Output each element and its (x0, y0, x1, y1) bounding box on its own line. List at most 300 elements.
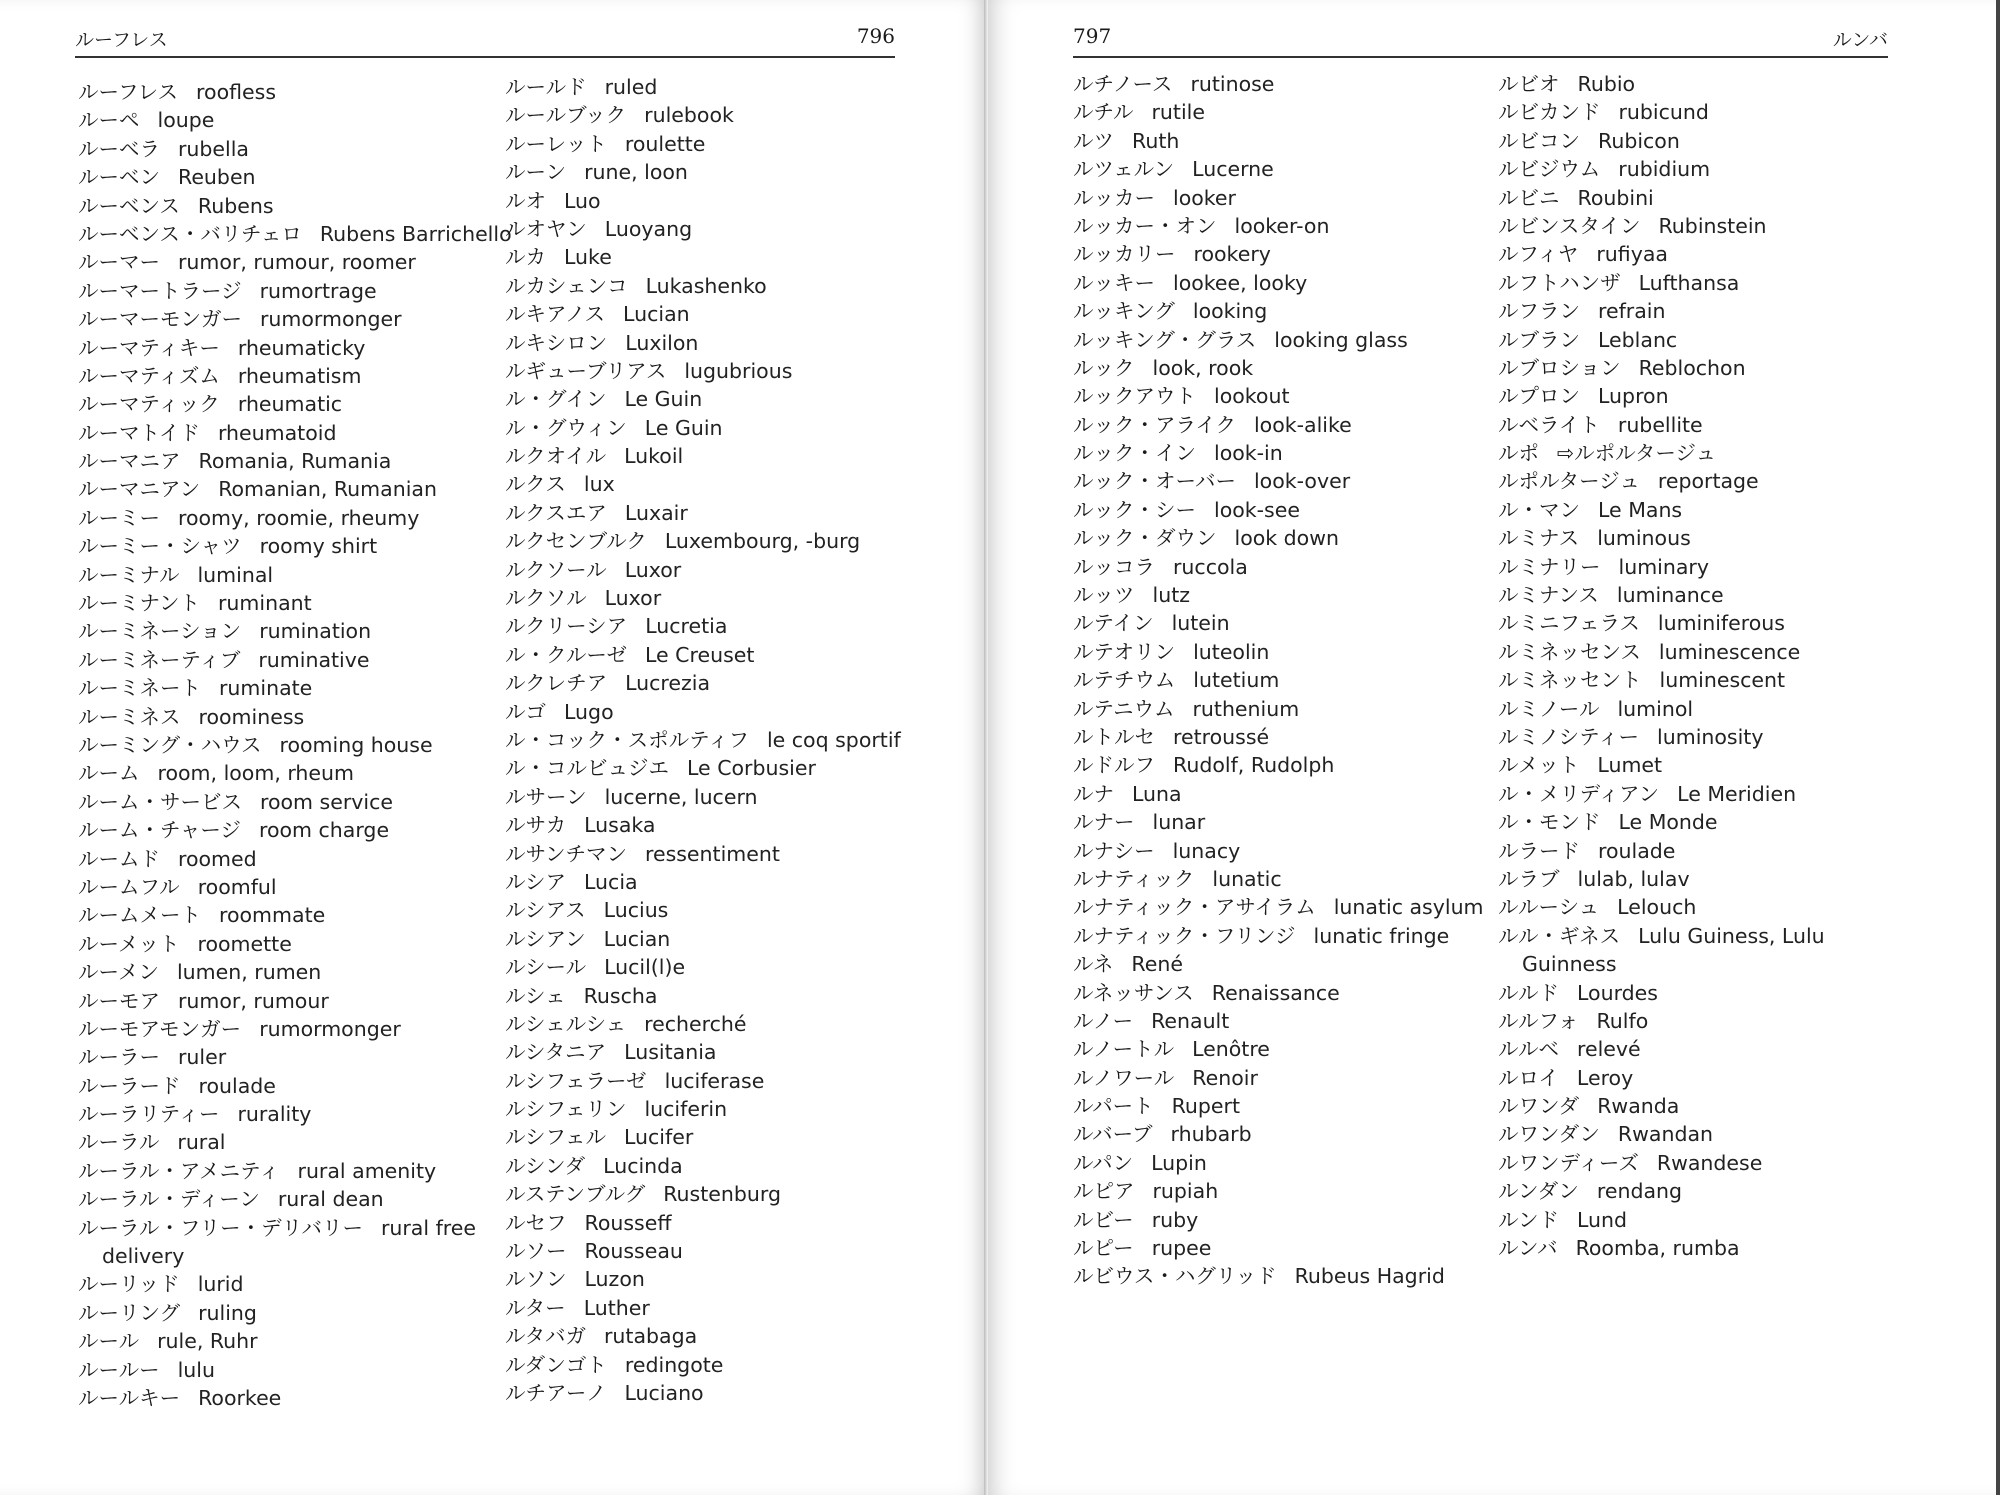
dictionary-entry (1498, 1035, 1938, 1063)
dictionary-entry (1073, 70, 1483, 98)
dictionary-entry (505, 1095, 905, 1123)
entry-headword: ルギューブリアス (505, 358, 667, 383)
dictionary-entry (78, 1214, 478, 1271)
dictionary-entry (505, 1038, 905, 1066)
dictionary-entry (1498, 1149, 1938, 1177)
entry-headword: ルッコラ (1073, 554, 1155, 579)
dictionary-entry (1498, 524, 1938, 552)
entry-gloss: Luciano (624, 1380, 704, 1405)
dictionary-entry (1498, 467, 1938, 495)
entry-gloss: Lourdes (1577, 980, 1658, 1005)
dictionary-entry (505, 300, 905, 328)
entry-gloss: lulab, lulav (1577, 866, 1690, 891)
entry-headword: ルーマニア (78, 449, 181, 474)
entry-headword: ルーリング (78, 1300, 181, 1325)
entry-gloss: redingote (624, 1352, 724, 1377)
entry-gloss: rumination (259, 619, 372, 644)
entry-headword: ルオ (505, 188, 546, 213)
dictionary-entry (1498, 184, 1938, 212)
dictionary-entry (1073, 297, 1483, 325)
entry-gloss: ruminant (217, 591, 312, 616)
entry-headword: ルツ (1073, 128, 1114, 153)
entry-headword: ルーミナント (78, 591, 200, 616)
entry-headword: ルピー (1073, 1236, 1134, 1261)
entry-gloss: Lucian (623, 302, 690, 327)
entry-gloss: rumormonger (259, 1016, 401, 1041)
dictionary-entry (78, 589, 478, 617)
dictionary-entry (505, 1294, 905, 1322)
entry-headword: ルキアノス (505, 302, 606, 327)
entry-gloss: roulette (624, 131, 706, 156)
entry-gloss: retroussé (1173, 724, 1270, 749)
entry-gloss: looker (1173, 185, 1236, 210)
entry-gloss: recherché (644, 1011, 747, 1036)
entry-gloss: looking (1192, 299, 1268, 324)
dictionary-entry (78, 1270, 478, 1298)
entry-headword: ルールー (78, 1357, 160, 1382)
entry-gloss: rumor, rumour, roomer (178, 250, 416, 275)
entry-gloss: lutz (1152, 583, 1190, 608)
entry-gloss: Luxor (604, 586, 662, 611)
entry-headword: ルーベラ (78, 136, 160, 161)
entry-gloss: relevé (1577, 1037, 1641, 1062)
entry-gloss: Lukoil (624, 444, 684, 469)
dictionary-entry (1498, 411, 1938, 439)
running-head: ルーフレス (75, 29, 168, 51)
dictionary-entry (1073, 979, 1483, 1007)
dictionary-entry (1498, 1206, 1938, 1234)
entry-gloss: Renaissance (1211, 980, 1340, 1005)
entry-headword: ルーラル・ディーン (78, 1187, 260, 1212)
entry-headword: ルック・アライク (1073, 412, 1236, 437)
entry-headword: ルシンダ (505, 1153, 586, 1178)
dictionary-entry (78, 532, 478, 560)
dictionary-entry (1498, 808, 1938, 836)
entry-headword: ルーリッド (78, 1272, 180, 1297)
entry-gloss: Rulfo (1596, 1008, 1649, 1033)
entry-headword: ルッキー (1073, 270, 1155, 295)
entry-headword: ル・マン (1498, 497, 1580, 522)
entry-gloss: ruled (604, 75, 658, 99)
dictionary-entry (1498, 666, 1938, 694)
entry-headword: ルブロション (1498, 355, 1621, 380)
entry-headword: ルンバ (1498, 1236, 1558, 1261)
dictionary-entry (1498, 581, 1938, 609)
dictionary-entry (78, 163, 478, 191)
left-page (0, 0, 988, 1495)
entry-headword: ルーン (505, 160, 567, 185)
entry-gloss: look, rook (1152, 355, 1254, 380)
entry-headword: ルーマートラージ (78, 278, 242, 303)
dictionary-entry (505, 158, 905, 186)
entry-headword: ルクス (505, 472, 566, 497)
dictionary-entry (78, 1384, 478, 1412)
entry-gloss: luminosity (1657, 724, 1764, 749)
dictionary-entry (1498, 638, 1938, 666)
dictionary-entry (505, 385, 905, 413)
entry-gloss: Luxilon (625, 330, 699, 355)
entry-headword: ルッキング (1073, 299, 1175, 324)
entry-gloss: ruccola (1173, 554, 1248, 579)
left-page-header (75, 24, 895, 58)
entry-gloss: Luxair (624, 500, 688, 525)
entry-gloss: Roorkee (198, 1385, 282, 1410)
dictionary-entry (78, 759, 478, 787)
dictionary-entry (78, 561, 478, 589)
dictionary-entry (505, 130, 905, 158)
entry-gloss: Lenôtre (1192, 1037, 1270, 1062)
dictionary-entry (505, 726, 905, 754)
entry-gloss: roulade (198, 1073, 276, 1098)
entry-headword: ルシフェリン (505, 1097, 627, 1122)
entry-gloss: roomful (197, 874, 277, 899)
entry-gloss: Rupert (1171, 1094, 1240, 1119)
entry-gloss: Rwandan (1617, 1122, 1714, 1147)
entry-gloss: lookee, looky (1173, 270, 1308, 295)
dictionary-entry (78, 1157, 478, 1185)
dictionary-entry (505, 101, 905, 129)
entry-gloss: Leblanc (1598, 327, 1678, 352)
dictionary-entry (1073, 808, 1483, 836)
entry-headword: ル・グウィン (505, 415, 627, 440)
entry-gloss: ruminate (219, 676, 313, 701)
dictionary-entry (1073, 155, 1483, 183)
dictionary-entry (78, 674, 478, 702)
entry-gloss: Lucil(l)e (604, 955, 686, 980)
entry-headword: ルームド (78, 846, 160, 871)
entry-headword: ルクセンブルク (505, 529, 647, 554)
entry-headword: ルミネッセント (1498, 668, 1642, 693)
dictionary-entry (1073, 1177, 1483, 1205)
entry-headword: ルック (1073, 355, 1135, 380)
dictionary-entry (78, 106, 478, 134)
entry-gloss: Lugo (564, 699, 614, 724)
entry-gloss: Ruth (1132, 128, 1180, 153)
entry-gloss: Lupron (1598, 384, 1669, 409)
entry-gloss: Luna (1132, 781, 1182, 806)
dictionary-entry (505, 357, 905, 385)
entry-headword: ルテチウム (1073, 668, 1176, 693)
entry-headword: ルーミネーション (78, 619, 242, 644)
dictionary-entry (78, 419, 478, 447)
right-page-header (1073, 24, 1888, 58)
dictionary-entry (78, 1128, 478, 1156)
entry-headword: ルナティック・フリンジ (1073, 923, 1296, 948)
entry-gloss: Renoir (1192, 1065, 1258, 1090)
dictionary-entry (1498, 70, 1938, 98)
entry-headword: ルンド (1498, 1207, 1559, 1232)
entry-gloss: rubellite (1617, 412, 1703, 437)
entry-headword: ルナシー (1073, 838, 1155, 863)
entry-gloss: lulu (177, 1357, 215, 1382)
dictionary-entry (1498, 1064, 1938, 1092)
entry-headword: ルドルフ (1073, 753, 1155, 778)
entry-gloss: luminescence (1658, 639, 1801, 664)
dictionary-entry (505, 215, 905, 243)
dictionary-entry (1073, 411, 1483, 439)
entry-gloss: refrain (1598, 299, 1666, 324)
entry-gloss: Lucrezia (625, 671, 711, 696)
entry-headword: ルック・オーバー (1073, 469, 1236, 494)
entry-gloss: rupiah (1152, 1179, 1219, 1204)
dictionary-entry (505, 1351, 905, 1379)
dictionary-entry (1073, 127, 1483, 155)
dictionary-entry (78, 731, 478, 759)
entry-headword: ルビンスタイン (1498, 213, 1641, 238)
entry-headword: ルサンチマン (505, 841, 627, 866)
entry-gloss: Rubeus Hagrid (1294, 1264, 1445, 1289)
dictionary-entry (1073, 1262, 1483, 1290)
entry-headword: ルテイン (1073, 611, 1154, 636)
entry-gloss: ruthenium (1192, 696, 1300, 721)
entry-headword: ルミノール (1498, 696, 1600, 721)
entry-gloss: Le Mans (1598, 497, 1683, 522)
dictionary-entry (1073, 751, 1483, 779)
entry-headword: ルールブック (505, 103, 627, 128)
entry-headword: ルーフレス (78, 80, 179, 104)
dictionary-entry (78, 390, 478, 418)
dictionary-entry (78, 845, 478, 873)
entry-gloss: rural free (380, 1215, 476, 1240)
dictionary-entry (1498, 695, 1938, 723)
entry-headword: ルソン (505, 1267, 567, 1292)
dictionary-entry (505, 868, 905, 896)
dictionary-entry (1073, 1035, 1483, 1063)
entry-headword: ルシェルシェ (505, 1011, 627, 1036)
entry-gloss: rumormonger (260, 307, 402, 332)
dictionary-entry (1073, 893, 1483, 921)
dictionary-entry (78, 362, 478, 390)
entry-headword: ルツェルン (1073, 157, 1175, 182)
entry-gloss: Romania, Rumania (198, 449, 392, 474)
dictionary-entry (1073, 1234, 1483, 1262)
entry-gloss: Roubini (1577, 185, 1654, 210)
entry-gloss: look down (1234, 526, 1339, 551)
entry-gloss: rubella (178, 136, 249, 161)
entry-headword: ル・モンド (1498, 810, 1601, 835)
dictionary-entry (1498, 212, 1938, 240)
dictionary-entry (1498, 780, 1938, 808)
entry-gloss: Le Meridien (1677, 781, 1797, 806)
dictionary-entry (505, 1237, 905, 1265)
dictionary-entry (78, 504, 478, 532)
entry-gloss: room charge (258, 818, 390, 843)
entry-headword: ルック・イン (1073, 441, 1196, 466)
entry-headword: ルル・ギネス (1498, 923, 1621, 948)
dictionary-entry (1073, 382, 1483, 410)
entry-gloss: rutinose (1190, 72, 1275, 96)
entry-headword: ルラード (1498, 838, 1580, 863)
dictionary-entry (1073, 439, 1483, 467)
entry-gloss: Luke (564, 245, 612, 270)
entry-headword: ルールキー (78, 1385, 181, 1410)
entry-gloss: rupee (1151, 1236, 1212, 1261)
entry-headword: ルワンディーズ (1498, 1150, 1639, 1175)
entry-headword: ルーベン (78, 165, 160, 190)
entry-gloss: Rubinstein (1658, 213, 1767, 238)
entry-headword: ルビコン (1498, 128, 1580, 153)
dictionary-entry (505, 1180, 905, 1208)
entry-headword: ルノートル (1073, 1037, 1175, 1062)
entry-headword: ルーベンス・バリチェロ (78, 221, 302, 246)
entry-gloss: Lusaka (584, 813, 656, 838)
entry-headword: ルーミー (78, 505, 160, 530)
dictionary-entry (505, 925, 905, 953)
entry-headword: ルソー (505, 1239, 567, 1264)
entry-headword: ルパン (1073, 1150, 1134, 1175)
entry-headword: ルーマー (78, 250, 160, 275)
entry-gloss-continuation: delivery (102, 1244, 185, 1269)
entry-headword: ルミニフェラス (1498, 611, 1640, 636)
dictionary-entry (505, 811, 905, 839)
entry-gloss: Lelouch (1617, 895, 1697, 920)
dictionary-entry (1498, 496, 1938, 524)
entry-gloss: Luoyang (604, 216, 693, 241)
entry-headword: ルビジウム (1498, 157, 1601, 182)
page-number: 797 (1073, 24, 1112, 48)
entry-gloss: luteolin (1193, 639, 1270, 664)
entry-headword: ルクスエア (505, 500, 607, 525)
entry-headword: ルゴ (505, 699, 546, 724)
entry-gloss: lunar (1152, 810, 1206, 835)
entry-gloss: roulade (1598, 838, 1676, 863)
dictionary-entry (1073, 212, 1483, 240)
entry-headword: ルナー (1073, 810, 1135, 835)
entry-gloss: rendang (1596, 1179, 1683, 1204)
entry-gloss: le coq sportif (766, 727, 901, 752)
dictionary-entry (1498, 837, 1938, 865)
dictionary-entry (1498, 751, 1938, 779)
entry-gloss: rhubarb (1170, 1122, 1252, 1147)
entry-headword: ルメット (1498, 753, 1580, 778)
entry-gloss: lunacy (1172, 838, 1241, 863)
entry-gloss: loupe (157, 108, 215, 133)
entry-gloss: Rustenburg (663, 1182, 781, 1207)
entry-headword: ルームメート (78, 903, 201, 928)
entry-column (505, 73, 905, 1407)
entry-gloss: Lufthansa (1638, 270, 1740, 295)
entry-headword: ルテニウム (1073, 696, 1175, 721)
entry-headword: ルーミネス (78, 704, 181, 729)
entry-gloss: luminescent (1659, 668, 1786, 693)
right-page (988, 0, 2000, 1495)
dictionary-entry (505, 272, 905, 300)
dictionary-entry (78, 248, 478, 276)
entry-headword: ルーミネーティブ (78, 647, 241, 672)
entry-headword: ルクソール (505, 557, 607, 582)
dictionary-entry (1498, 979, 1938, 1007)
entry-headword: ル・クルーゼ (505, 642, 627, 667)
entry-gloss: Lupin (1151, 1150, 1207, 1175)
dictionary-entry (78, 192, 478, 220)
dictionary-entry (1073, 695, 1483, 723)
entry-headword: ルラブ (1498, 866, 1560, 891)
entry-gloss: Lucifer (623, 1125, 694, 1150)
dictionary-entry (78, 334, 478, 362)
entry-headword: ルーマティキー (78, 335, 220, 360)
entry-column (78, 78, 512, 1412)
dictionary-entry (1498, 723, 1938, 751)
dictionary-entry (78, 987, 478, 1015)
dictionary-entry (1073, 184, 1483, 212)
entry-gloss: looking glass (1274, 327, 1408, 352)
dictionary-entry (1498, 1177, 1938, 1205)
dictionary-entry (505, 329, 905, 357)
entry-gloss: lumen, rumen (176, 960, 322, 985)
entry-gloss: look-in (1214, 441, 1283, 466)
dictionary-entry (505, 982, 905, 1010)
entry-gloss: rurality (237, 1102, 312, 1127)
dictionary-entry (1498, 922, 1938, 979)
entry-headword: ルポ (1498, 441, 1539, 466)
entry-headword: ルター (505, 1295, 566, 1320)
dictionary-entry (78, 305, 478, 333)
entry-headword: ルネ (1073, 952, 1114, 977)
entry-gloss: Lulu Guiness, Lulu (1638, 923, 1825, 948)
entry-headword: ルネッサンス (1073, 980, 1194, 1005)
entry-gloss: rutabaga (603, 1324, 698, 1349)
dictionary-entry (1073, 837, 1483, 865)
entry-gloss: roomy shirt (259, 534, 378, 559)
dictionary-entry (1073, 1007, 1483, 1035)
dictionary-entry (1073, 780, 1483, 808)
entry-gloss: ressentiment (644, 841, 780, 866)
entry-headword: ルッツ (1073, 583, 1135, 608)
entry-headword: ルール (78, 1329, 140, 1354)
entry-gloss: Lucius (603, 898, 669, 923)
entry-headword: ルルフォ (1498, 1008, 1579, 1033)
dictionary-entry (505, 1010, 905, 1038)
entry-gloss: lurid (197, 1272, 244, 1297)
dictionary-entry (505, 442, 905, 470)
entry-headword: ルルーシュ (1498, 895, 1600, 920)
entry-gloss: rufiyaa (1596, 242, 1668, 267)
entry-headword: ルビカンド (1498, 100, 1601, 125)
dictionary-entry (505, 243, 905, 271)
entry-headword: ルセフ (505, 1210, 567, 1235)
entry-headword: ルサカ (505, 813, 567, 838)
dictionary-entry (505, 414, 905, 442)
entry-headword: ルキシロン (505, 330, 608, 355)
entry-headword: ルブラン (1498, 327, 1580, 352)
entry-headword: ルオヤン (505, 216, 587, 241)
entry-headword: ルシアン (505, 926, 586, 951)
entry-headword: ルサーン (505, 784, 587, 809)
dictionary-entry (1073, 723, 1483, 751)
entry-headword: ルーマトイド (78, 420, 200, 445)
running-head: ルンバ (1832, 29, 1888, 51)
entry-gloss: Lucian (603, 926, 671, 951)
dictionary-entry (78, 1015, 478, 1043)
entry-gloss: rheumaticky (237, 335, 366, 360)
entry-gloss: Lucretia (645, 614, 728, 639)
entry-headword: ルミネッセンス (1498, 639, 1641, 664)
dictionary-entry (1498, 127, 1938, 155)
entry-headword: ルクオイル (505, 444, 607, 469)
dictionary-entry (78, 703, 478, 731)
entry-column (1498, 70, 1938, 1262)
entry-headword: ルッカー (1073, 185, 1155, 210)
entry-headword: ルベライト (1498, 412, 1600, 437)
entry-headword: ルーマニアン (78, 477, 201, 502)
dictionary-entry (1073, 638, 1483, 666)
entry-gloss: Rwanda (1597, 1094, 1680, 1119)
entry-gloss: ruler (178, 1045, 227, 1070)
entry-gloss: Rousseau (584, 1239, 683, 1264)
entry-gloss: René (1131, 952, 1183, 977)
entry-gloss: Le Creuset (644, 642, 755, 667)
entry-headword: ルッカリー (1073, 242, 1176, 267)
